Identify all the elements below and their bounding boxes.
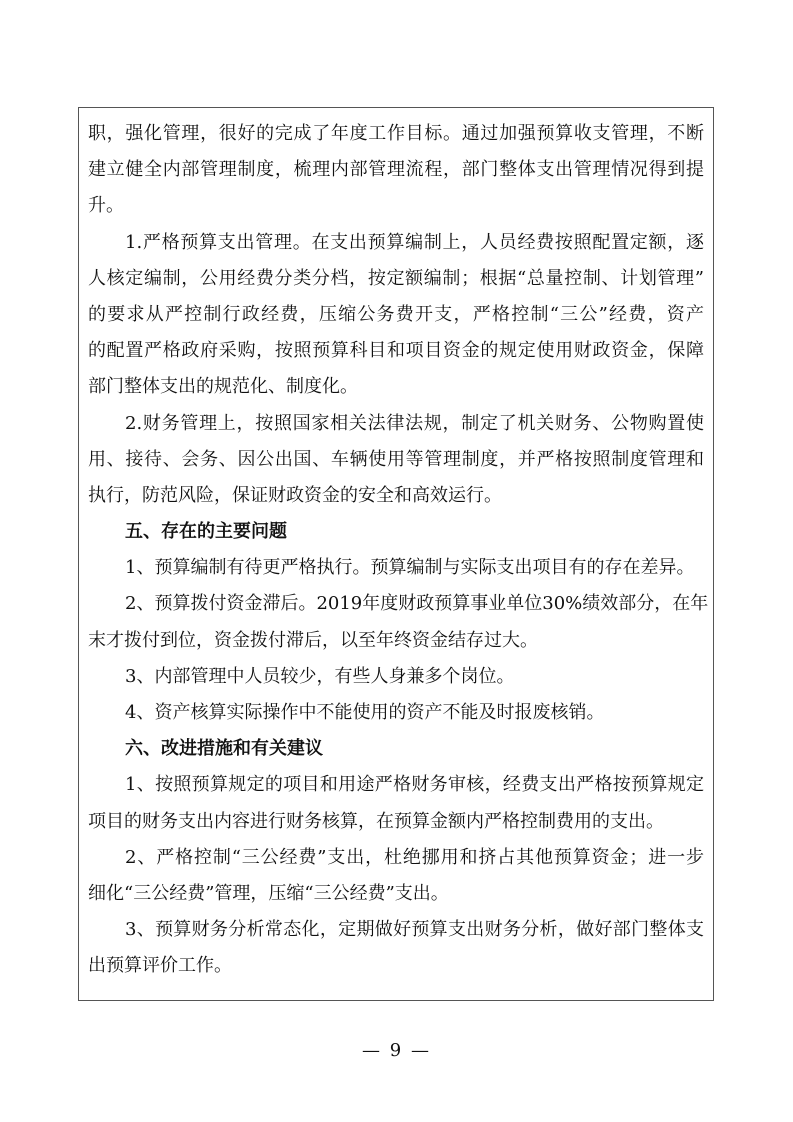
paragraph <box>88 116 704 225</box>
text-line: 出预算评价工作。 <box>88 955 232 977</box>
paragraph <box>88 767 704 839</box>
paragraph <box>88 550 704 586</box>
text-line: 升。 <box>88 195 124 217</box>
text-line: 职，强化管理，很好的完成了年度工作目标。通过加强预算收支管理，不断 <box>88 123 704 144</box>
paragraph <box>88 695 704 731</box>
text-line: 用、接待、会务、因公出国、车辆使用等管理制度，并严格按照制度管理和 <box>88 448 704 470</box>
text-line: 1、按照预算规定的项目和用途严格财务审核，经费支出严格按预算规定 <box>125 774 704 796</box>
text-line: 六、改进措施和有关建议 <box>125 738 323 760</box>
text-line: 执行，防范风险，保证财政资金的安全和高效运行。 <box>88 484 502 506</box>
text-line: 2.财务管理上，按照国家相关法律法规，制定了机关财务、公物购置使 <box>125 412 704 434</box>
paragraph <box>88 659 704 695</box>
text-line: 细化“三公经费”管理，压缩“三公经费”支出。 <box>88 882 449 904</box>
paragraph <box>88 586 709 658</box>
text-line: 1.严格预算支出管理。在支出预算编制上，人员经费按照配置定额，逐 <box>125 231 704 253</box>
paragraph <box>88 225 704 406</box>
text-line: 部门整体支出的规范化、制度化。 <box>88 376 358 398</box>
text-line: 建立健全内部管理制度，梳理内部管理流程，部门整体支出管理情况得到提 <box>88 159 704 181</box>
paragraph <box>88 912 704 984</box>
text-line: 3、预算财务分析常态化，定期做好预算支出财务分析，做好部门整体支 <box>125 919 704 941</box>
paragraph <box>88 406 704 515</box>
section-heading <box>88 514 704 550</box>
text-line: 2、严格控制“三公经费”支出，杜绝挪用和挤占其他预算资金；进一步 <box>125 846 704 868</box>
text-line: 4、资产核算实际操作中不能使用的资产不能及时报废核销。 <box>125 702 605 723</box>
text-line: 2、预算拨付资金滞后。2019年度财政预算事业单位30%绩效部分，在年 <box>125 593 709 615</box>
page-number: — 9 — <box>362 1040 431 1061</box>
text-line: 的要求从严控制行政经费，压缩公务费开支，严格控制“三公”经费，资产 <box>88 303 704 325</box>
text-line: 末才拨付到位，资金拨付滞后，以至年终资金结存过大。 <box>88 629 538 651</box>
content-frame <box>78 107 714 1001</box>
text-line: 人核定编制，公用经费分类分档，按定额编制；根据“总量控制、计划管理” <box>88 267 704 289</box>
text-line: 3、内部管理中人员较少，有些人身兼多个岗位。 <box>125 665 515 687</box>
section-heading <box>88 731 704 767</box>
text-line: 1、预算编制有待更严格执行。预算编制与实际支出项目有的存在差异。 <box>125 557 695 579</box>
paragraph <box>88 840 704 912</box>
text-line: 项目的财务支出内容进行财务核算，在预算金额内严格控制费用的支出。 <box>88 810 664 832</box>
document-body <box>88 116 709 985</box>
text-line: 的配置严格政府采购，按照预算科目和项目资金的规定使用财政资金，保障 <box>88 340 704 362</box>
text-line: 五、存在的主要问题 <box>125 521 287 543</box>
